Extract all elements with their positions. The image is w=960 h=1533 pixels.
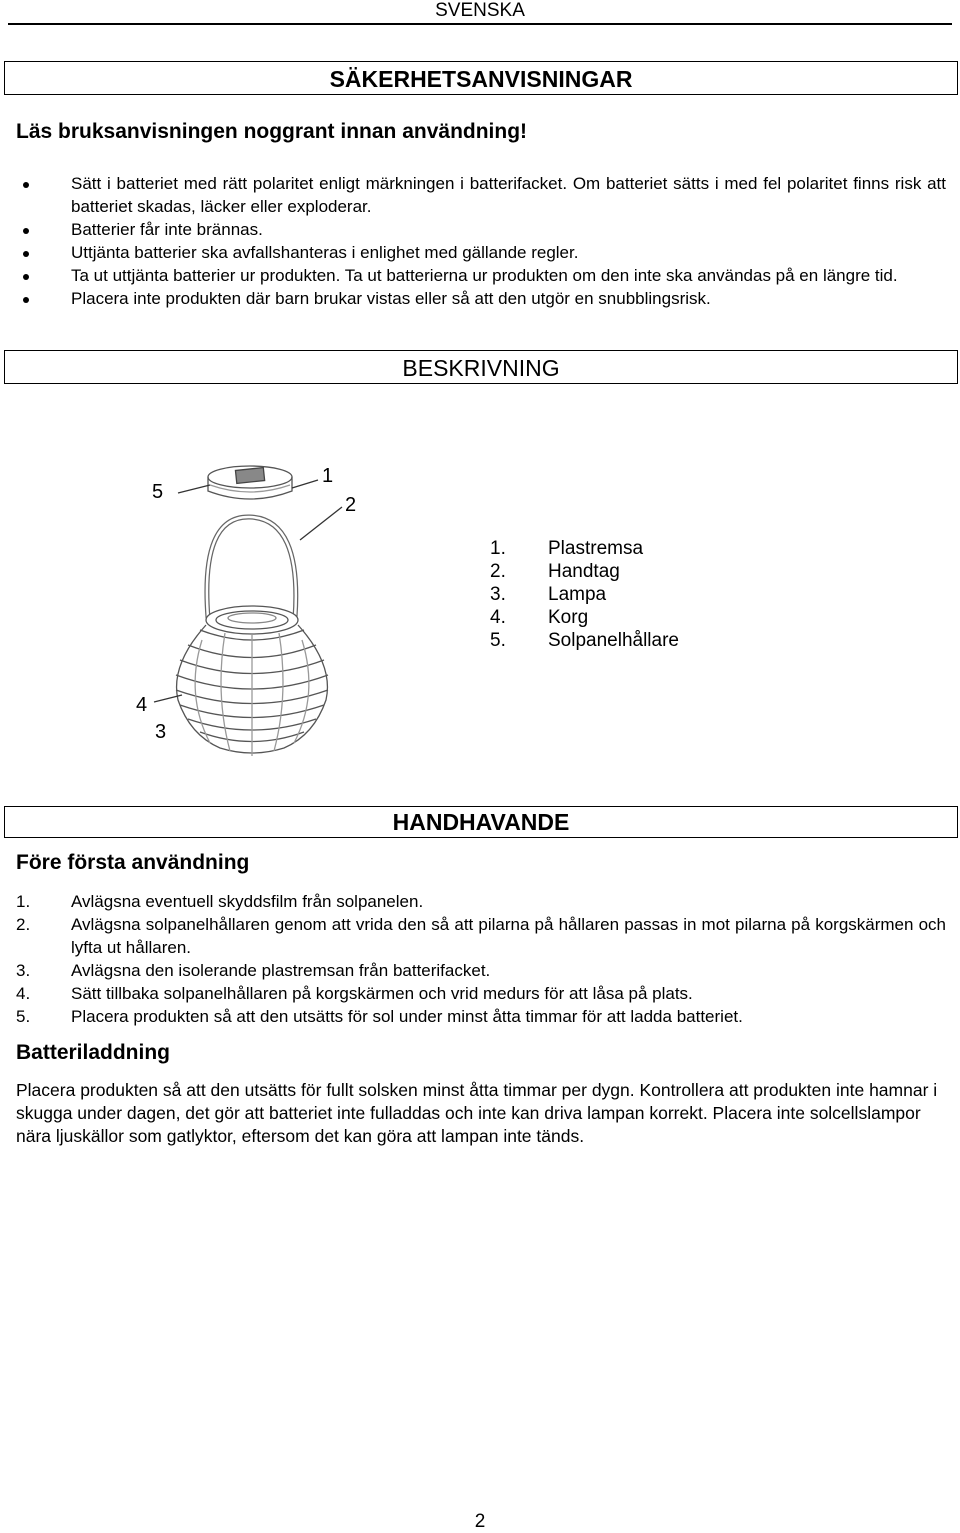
callout-3: 3 (155, 721, 167, 743)
step-text: Avlägsna den isolerande plastremsan från batterifacket. (71, 961, 491, 980)
safety-list (16, 172, 946, 310)
part-label: Handtag (548, 561, 620, 582)
safety-item: Sätt i batteriet med rätt polaritet enligt märkningen i batterifacket. Om batteriet sätts i med fel polaritet finns risk att batteriet skadas, läcker eller exploderar. (16, 172, 946, 218)
before-first-use-heading: Före första användning (16, 851, 250, 874)
description-section-title: BESKRIVNING (4, 350, 958, 384)
step-item (16, 890, 946, 913)
part-number: 5. (490, 630, 506, 651)
step-number: 2. (16, 915, 31, 934)
part-item (490, 583, 679, 606)
callout-5: 5 (152, 481, 164, 503)
step-number: 4. (16, 984, 31, 1003)
step-item (16, 1005, 946, 1028)
safety-section-title: SÄKERHETSANVISNINGAR (4, 61, 958, 95)
step-number: 5. (16, 1007, 31, 1026)
document-language-header: SVENSKA (435, 0, 525, 21)
step-text: Sätt tillbaka solpanelhållaren på korgskärmen och vrid medurs för att låsa på plats. (71, 984, 693, 1003)
part-label: Plastremsa (548, 538, 644, 559)
part-item (490, 560, 679, 583)
safety-item: Ta ut uttjänta batterier ur produkten. Ta ut batterierna ur produkten om den inte ska användas på en längre tid. (16, 264, 946, 287)
step-number: 3. (16, 961, 31, 980)
operation-section-title: HANDHAVANDE (4, 806, 958, 838)
header-divider (8, 23, 952, 25)
part-label: Lampa (548, 584, 607, 605)
step-item (16, 959, 946, 982)
safety-item: Uttjänta batterier ska avfallshanteras i enlighet med gällande regler. (16, 241, 946, 264)
safety-item: Placera inte produkten där barn brukar vistas eller så att den utgör en snubblingsrisk. (16, 287, 946, 310)
part-number: 3. (490, 584, 506, 605)
battery-charging-text: Placera produkten så att den utsätts för fullt solsken minst åtta timmar per dygn. Kontrollera att produkten inte hamnar i skugga under dagen, det gör att batteriet inte fulladdas och inte kan driva lampan korrekt. Placera inte solcellslampor nära ljuskällor som gatlyktor, eftersom det kan göra att lampan inte tänds. (16, 1080, 938, 1146)
callout-4: 4 (136, 694, 148, 716)
callout-1: 1 (322, 465, 334, 487)
part-number: 4. (490, 607, 506, 628)
step-text: Avlägsna solpanelhållaren genom att vrida den så att pilarna på hållaren passas in mot pilarna på korgskärmen och lyfta ut hållaren. (71, 915, 946, 957)
parts-list (490, 537, 679, 652)
safety-lead-text: Läs bruksanvisningen noggrant innan användning! (16, 120, 528, 143)
step-text: Placera produkten så att den utsätts för sol under minst åtta timmar för att ladda batteriet. (71, 1007, 743, 1026)
step-item (16, 982, 946, 1005)
part-item (490, 537, 679, 560)
callout-2: 2 (345, 494, 357, 516)
part-label: Korg (548, 607, 589, 628)
part-number: 2. (490, 561, 506, 582)
battery-charging-heading: Batteriladdning (16, 1041, 171, 1064)
step-item (16, 913, 946, 959)
part-item (490, 606, 679, 629)
first-use-steps (16, 890, 946, 1028)
step-text: Avlägsna eventuell skyddsfilm från solpanelen. (71, 892, 424, 911)
step-number: 1. (16, 892, 31, 911)
part-number: 1. (490, 538, 506, 559)
part-label: Solpanelhållare (548, 630, 679, 651)
part-item (490, 629, 679, 652)
page-number: 2 (474, 1511, 486, 1532)
safety-item: Batterier får inte brännas. (16, 218, 946, 241)
